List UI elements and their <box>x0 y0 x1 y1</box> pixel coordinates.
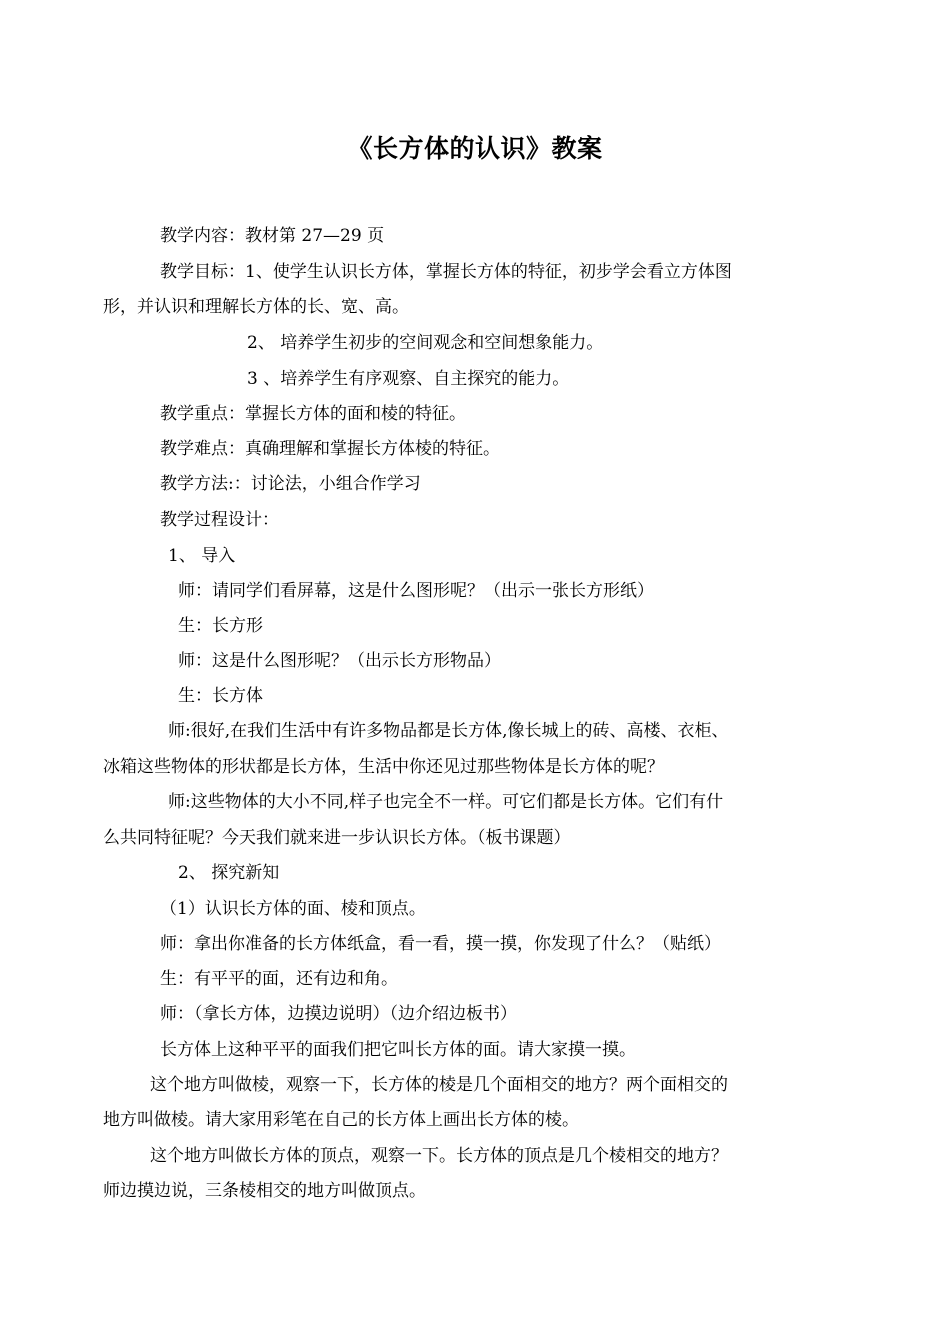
dialogue-line: 么共同特征呢？今天我们就来进一步认识长方体。（板书课题） <box>103 828 571 848</box>
teaching-goal-2: 2、 培养学生初步的空间观念和空间想象能力。 <box>247 333 604 353</box>
dialogue-line: 师：拿出你准备的长方体纸盒，看一看，摸一摸，你发现了什么？（贴纸） <box>160 934 721 954</box>
teaching-goal-line-1: 教学目标：1、使学生认识长方体，掌握长方体的特征，初步学会看立方体图 <box>160 262 732 282</box>
dialogue-line: 师：（拿长方体，边摸边说明）（边介绍边板书） <box>160 1004 517 1024</box>
dialogue-line: 师：请同学们看屏幕，这是什么图形呢？（出示一张长方形纸） <box>178 581 654 601</box>
paragraph-line: 师边摸边说，三条棱相交的地方叫做顶点。 <box>103 1181 426 1201</box>
paragraph-line: 这个地方叫做棱，观察一下，长方体的棱是几个面相交的地方？两个面相交的 <box>150 1075 728 1095</box>
dialogue-line: 生：长方体 <box>178 686 263 706</box>
teaching-content: 教学内容：教材第 27—29 页 <box>160 226 385 246</box>
teaching-focus: 教学重点：掌握长方体的面和棱的特征。 <box>160 404 466 424</box>
teaching-process-heading: 教学过程设计： <box>160 510 279 530</box>
document-title: 《长方体的认识》教案 <box>347 134 603 163</box>
section-1-heading: 1、 导入 <box>168 546 236 566</box>
dialogue-line: 冰箱这些物体的形状都是长方体，生活中你还见过那些物体是长方体的呢？ <box>103 757 664 777</box>
paragraph-line: 地方叫做棱。请大家用彩笔在自己的长方体上画出长方体的棱。 <box>103 1110 579 1130</box>
teaching-goal-3: 3 、培养学生有序观察、自主探究的能力。 <box>247 369 570 389</box>
dialogue-line: 师:很好,在我们生活中有许多物品都是长方体,像长城上的砖、高楼、衣柜、 <box>168 721 729 741</box>
subsection-heading: （1）认识长方体的面、棱和顶点。 <box>160 899 426 919</box>
teaching-difficulty: 教学难点：真确理解和掌握长方体棱的特征。 <box>160 439 500 459</box>
paragraph-line: 这个地方叫做长方体的顶点，观察一下。长方体的顶点是几个棱相交的地方？ <box>150 1146 728 1166</box>
dialogue-line: 生：有平平的面，还有边和角。 <box>160 969 398 989</box>
paragraph-line: 长方体上这种平平的面我们把它叫长方体的面。请大家摸一摸。 <box>160 1040 636 1060</box>
section-2-heading: 2、 探究新知 <box>178 863 280 883</box>
teaching-goal-line-2: 形，并认识和理解长方体的长、宽、高。 <box>103 297 409 317</box>
dialogue-line: 师:这些物体的大小不同,样子也完全不一样。可它们都是长方体。它们有什 <box>168 792 724 812</box>
dialogue-line: 生：长方形 <box>178 616 263 636</box>
dialogue-line: 师：这是什么图形呢？（出示长方形物品） <box>178 651 501 671</box>
teaching-method: 教学方法:：讨论法，小组合作学习 <box>160 474 421 494</box>
